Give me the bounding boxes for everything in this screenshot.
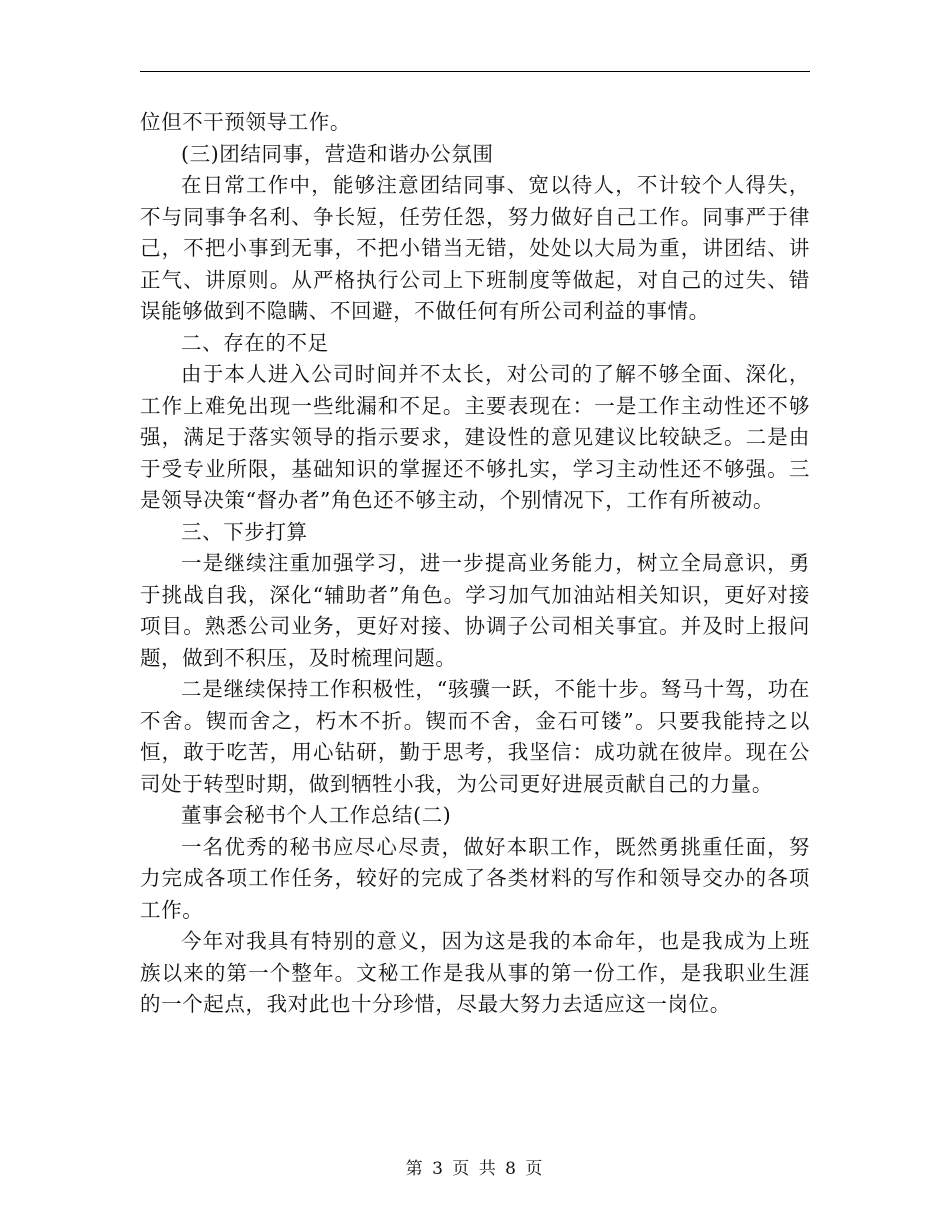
paragraph-8: 二是继续保持工作积极性，“骇骥一跃，不能十步。驽马十驾，功在不舍。锲而舍之，朽木不折。锲而不舍，金石可镂”。只要我能持之以恒，敢于吃苦，用心钻研，勤于思考，我坚信：成功就在彼岸。现在公司处于转型时期，做到牺牲小我，为公司更好进展贡献自己的力量。 (140, 677, 810, 796)
article-title-2: 董事会秘书个人工作总结(二) (181, 803, 452, 827)
section-heading-3: (三)团结同事，营造和谐办公氛围 (181, 141, 494, 166)
section-heading-plans: 三、下步打算 (181, 519, 308, 544)
paragraph-3: 在日常工作中，能够注意团结同事、宽以待人，不计较个人得失，不与同事争名利、争长短，任劳任怨，努力做好自己工作。同事严于律己，不把小事到无事，不把小错当无错，处处以大局为重，讲团结、讲正气、讲原则。从严格执行公司上下班制度等做起，对自己的过失、错误能够做到不隐瞒、不回避，不做任何有所公司利益的事情。 (140, 173, 810, 323)
paragraph-10: 一名优秀的秘书应尽心尽责，做好本职工作，既然勇挑重任面，努力完成各项工作任务，较好的完成了各类材料的写作和领导交办的各项工作。 (140, 834, 810, 922)
page-footer: 第 3 页 共 8 页 (405, 1159, 545, 1179)
document-body (140, 107, 810, 1021)
header-rule (140, 71, 810, 72)
paragraph-7: 一是继续注重加强学习，进一步提高业务能力，树立全局意识，勇于挑战自我，深化“辅助者”角色。学习加气加油站相关知识，更好对接项目。熟悉公司业务，更好对接、协调子公司相关事宜。并及时上报问题，做到不积压，及时梳理问题。 (140, 551, 810, 670)
paragraph-5: 由于本人进入公司时间并不太长，对公司的了解不够全面、深化，工作上难免出现一些纰漏和不足。主要表现在：一是工作主动性还不够强，满足于落实领导的指示要求，建设性的意见建议比较缺乏。二是由于受专业所限，基础知识的掌握还不够扎实，学习主动性还不够强。三是领导决策“督办者”角色还不够主动，个别情况下，工作有所被动。 (140, 362, 810, 512)
paragraph-11: 今年对我具有特别的意义，因为这是我的本命年，也是我成为上班族以来的第一个整年。文秘工作是我从事的第一份工作，是我职业生涯的一个起点，我对此也十分珍惜，尽最大努力去适应这一岗位。 (140, 929, 810, 1016)
section-heading-shortcomings: 二、存在的不足 (181, 330, 329, 355)
paragraph-1: 位但不干预领导工作。 (140, 110, 351, 134)
